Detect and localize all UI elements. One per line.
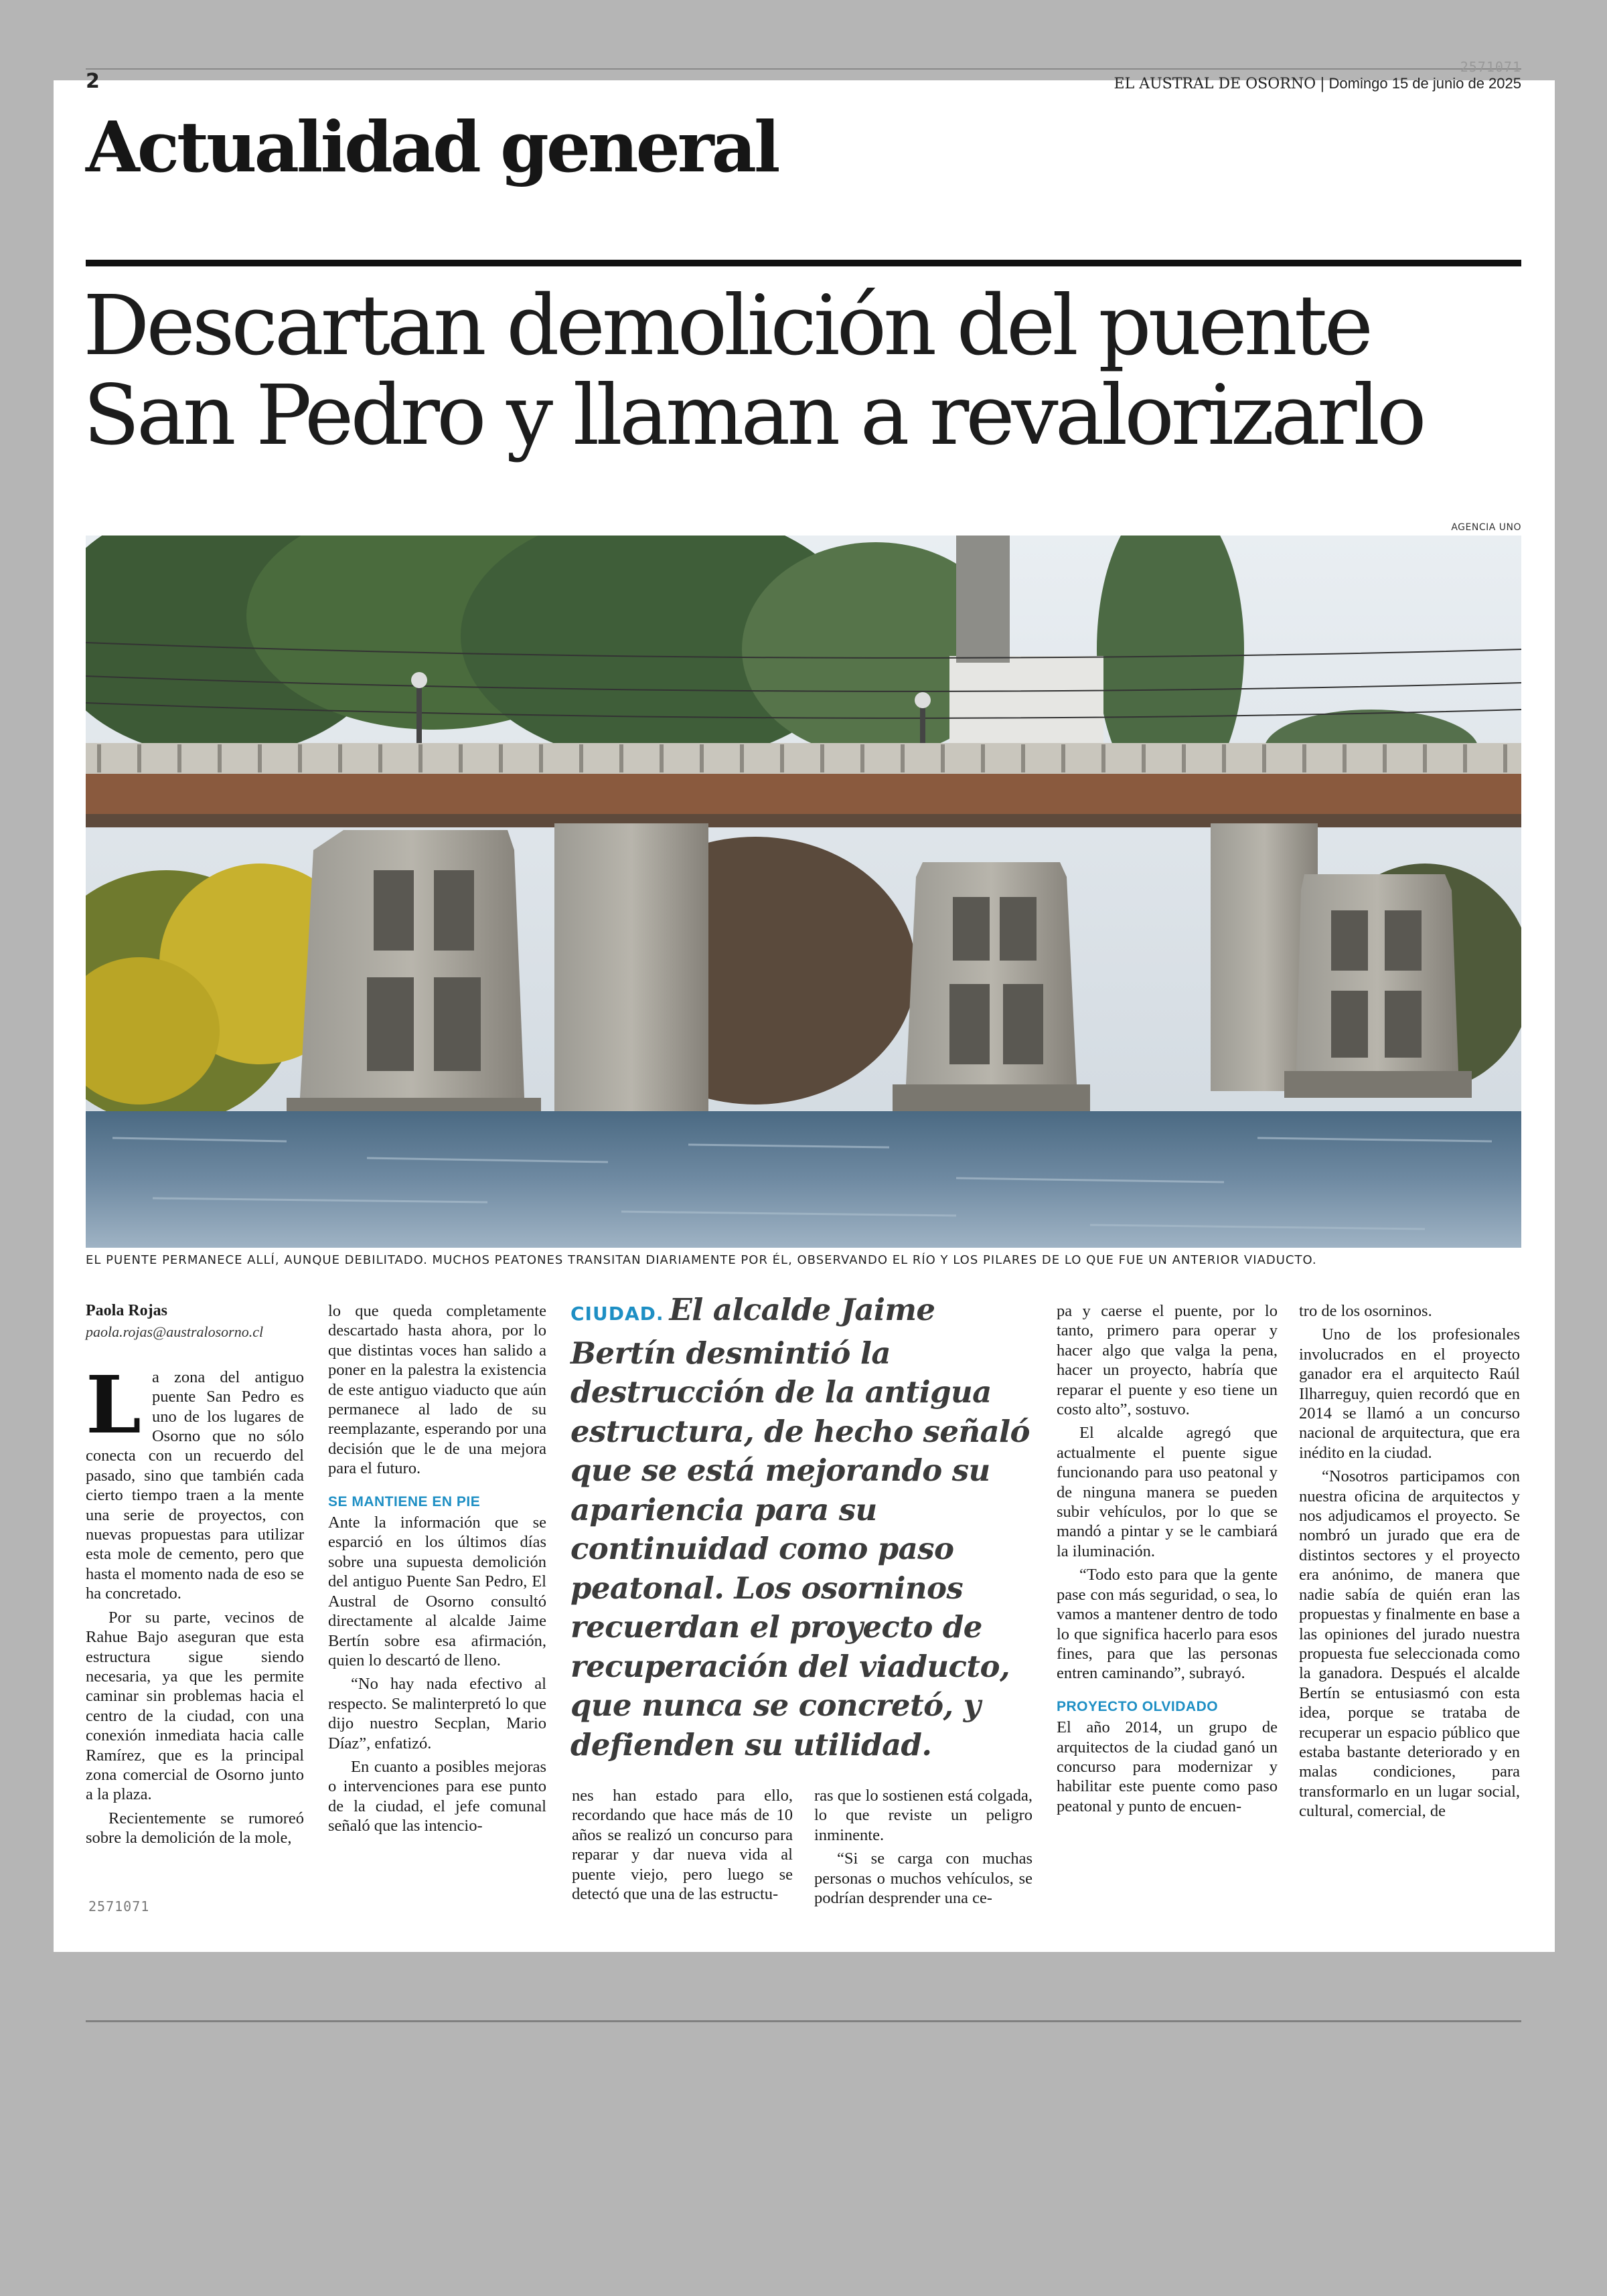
- paragraph: “Si se carga con muchas personas o muchos vehículos, se podrían desprender una ce-: [814, 1850, 1032, 1908]
- paragraph: El alcalde agregó que actualmente el puente sigue funcionando para uso peatonal y de ninguna manera se pueden subir vehículos, por lo que se mandó a pintar y se le cambiará la iluminación.: [1057, 1424, 1278, 1560]
- paragraph: [86, 1358, 304, 1604]
- byline-email: paola.rojas@australosorno.cl: [86, 1323, 264, 1341]
- section-title: Actualidad general: [86, 106, 778, 188]
- paragraph: “Nosotros participamos con nuestra oficina de arquitectos y nos adjudicamos el proyecto. Se nombró un jurado que era de distintos sectores y el proyecto era anónimo, de manera que nadie sabía de quién eran las propuestas y finalmente en base a las opiniones del jurado nuestra propuesta fue seleccionada como la ganadora. Después el alcalde Bertín se entusiasmó con esta idea, porque se trataba de recuperar un espacio público que estaba bastante deteriorado y en malas condiciones, para transformarlo en un lugar social, cultural, comercial, de: [1299, 1467, 1520, 1821]
- paragraph: lo que queda completamente descartado hasta ahora, por lo que distintas voces han salido a poner en la palestra la existencia de este antiguo viaducto que aún permanece al lado de su reemplazante, esperando por una decisión que le de una mejora para el futuro.: [328, 1302, 546, 1478]
- article-column-5: [1057, 1301, 1278, 1820]
- paragraph: En cuanto a posibles mejoras o intervenciones para ese punto de la ciudad, el jefe comunal señaló que las intencio-: [328, 1757, 546, 1835]
- bridge-illustration: [86, 536, 1521, 1248]
- paragraph: Ante la información que se esparció en los últimos días sobre una supuesta demolición del antiguo Puente San Pedro, El Austral de Osorno consultó directamente al alcalde Jaime Bertín sobre esa afirmación, quien lo descartó de lleno.: [328, 1513, 546, 1669]
- paragraph: nes han estado para ello, recordando que hace más de 10 años se realizó un concurso para reparar y dar nueva vida al puente viejo, pero luego se detectó que una de las estructu-: [572, 1787, 793, 1904]
- article-column-1: [86, 1301, 304, 1852]
- article-column-2: [328, 1301, 546, 1840]
- paragraph: Recientemente se rumoreó sobre la demolición de la mole,: [86, 1809, 304, 1848]
- paragraph: pa y caerse el puente, por lo tanto, primero para operar y hacer algo que valga la pena, hacer un proyecto, habría que reparar el puente y eso tiene un costo alto”, sostuvo.: [1057, 1302, 1278, 1419]
- page-number: 2: [86, 70, 100, 93]
- article-column-6: [1299, 1301, 1520, 1825]
- stamp-id-top: 2571071: [1460, 59, 1521, 75]
- section-rule: [86, 260, 1521, 266]
- photo-caption: EL PUENTE PERMANECE ALLÍ, AUNQUE DEBILITADO. MUCHOS PEATONES TRANSITAN DIARIAMENTE POR ÉL, OBSERVANDO EL RÍO Y LOS PILARES DE LO QUE FUE UN ANTERIOR VIADUCTO.: [86, 1253, 1317, 1267]
- headline: [83, 278, 1529, 464]
- paragraph: El año 2014, un grupo de arquitectos de la ciudad ganó un concurso para modernizar y habilitar este puente como paso peatonal y punto de encuen-: [1057, 1718, 1278, 1815]
- folio: [1114, 75, 1521, 92]
- paragraph: “Todo esto para que la gente pase con más seguridad, o sea, lo vamos a mantener dentro de todo lo que significa hacerlo para esos fines, para que las personas entren caminando”, subrayó.: [1057, 1566, 1278, 1683]
- paragraph-text: a zona del antiguo puente San Pedro es uno de los lugares de Osorno que no sólo conecta con un recuerdo del pasado, sino que también cada cierto tiempo traen a la mente una serie de proyectos, con nuevas propuestas para utilizar esta mole de cemento, pero que hasta el momento nada de eso se ha concretado.: [86, 1368, 304, 1603]
- publication-date: Domingo 15 de junio de 2025: [1328, 75, 1521, 92]
- photo-credit: AGENCIA UNO: [1451, 522, 1521, 533]
- article-column-4: [814, 1786, 1032, 1912]
- drop-cap: L: [86, 1358, 141, 1451]
- folio-separator: |: [1320, 76, 1325, 92]
- pull-quote-text: El alcalde Jaime Bertín desmintió la destrucción de la antigua estructura, de hecho señaló que se está mejorando su apariencia para su continuidad como paso peatonal. Los osorninos recuerdan el proyecto de recuperación del viaducto, que nunca se concretó, y defienden su utilidad.: [570, 1292, 1030, 1762]
- paragraph: “No hay nada efectivo al respecto. Se malinterpretó lo que dijo nuestro Secplan, Mario Díaz”, enfatizó.: [328, 1675, 546, 1752]
- bottom-rule: [86, 2020, 1521, 2022]
- paragraph: Uno de los profesionales involucrados en el proyecto ganador era el arquitecto Raúl Ilharreguy, quien recordó que en 2014 se llamó a un concurso nacional de arquitectura, que era inédito en la ciudad.: [1299, 1325, 1520, 1462]
- article-column-3: [572, 1786, 793, 1908]
- pull-quote: [570, 1291, 1032, 1765]
- byline-author: Paola Rojas: [86, 1302, 167, 1319]
- headline-line-1: Descartan demolición del puente: [83, 278, 1370, 374]
- pull-quote-kicker: CIUDAD.: [570, 1303, 664, 1325]
- bridge-photo: [86, 536, 1521, 1248]
- paragraph: tro de los osorninos.: [1299, 1302, 1432, 1320]
- subhead-se-mantiene: SE MANTIENE EN PIE: [328, 1493, 481, 1509]
- headline-line-2: San Pedro y llaman a revalorizarlo: [83, 367, 1424, 464]
- publication-name: EL AUSTRAL DE OSORNO: [1114, 76, 1316, 92]
- top-rule: [86, 68, 1521, 70]
- paragraph: Por su parte, vecinos de Rahue Bajo aseguran que esta estructura sigue siendo necesaria, ya que les permite caminar sin problemas hacia el centro de la ciudad, con una conexión inmediata hacia calle Ramírez, que es la principal zona comercial de Osorno junto a la plaza.: [86, 1608, 304, 1804]
- paragraph: ras que lo sostienen está colgada, lo que reviste un peligro inminente.: [814, 1787, 1032, 1844]
- subhead-proyecto-olvidado: PROYECTO OLVIDADO: [1057, 1698, 1219, 1714]
- stamp-id-bottom: 2571071: [88, 1898, 150, 1914]
